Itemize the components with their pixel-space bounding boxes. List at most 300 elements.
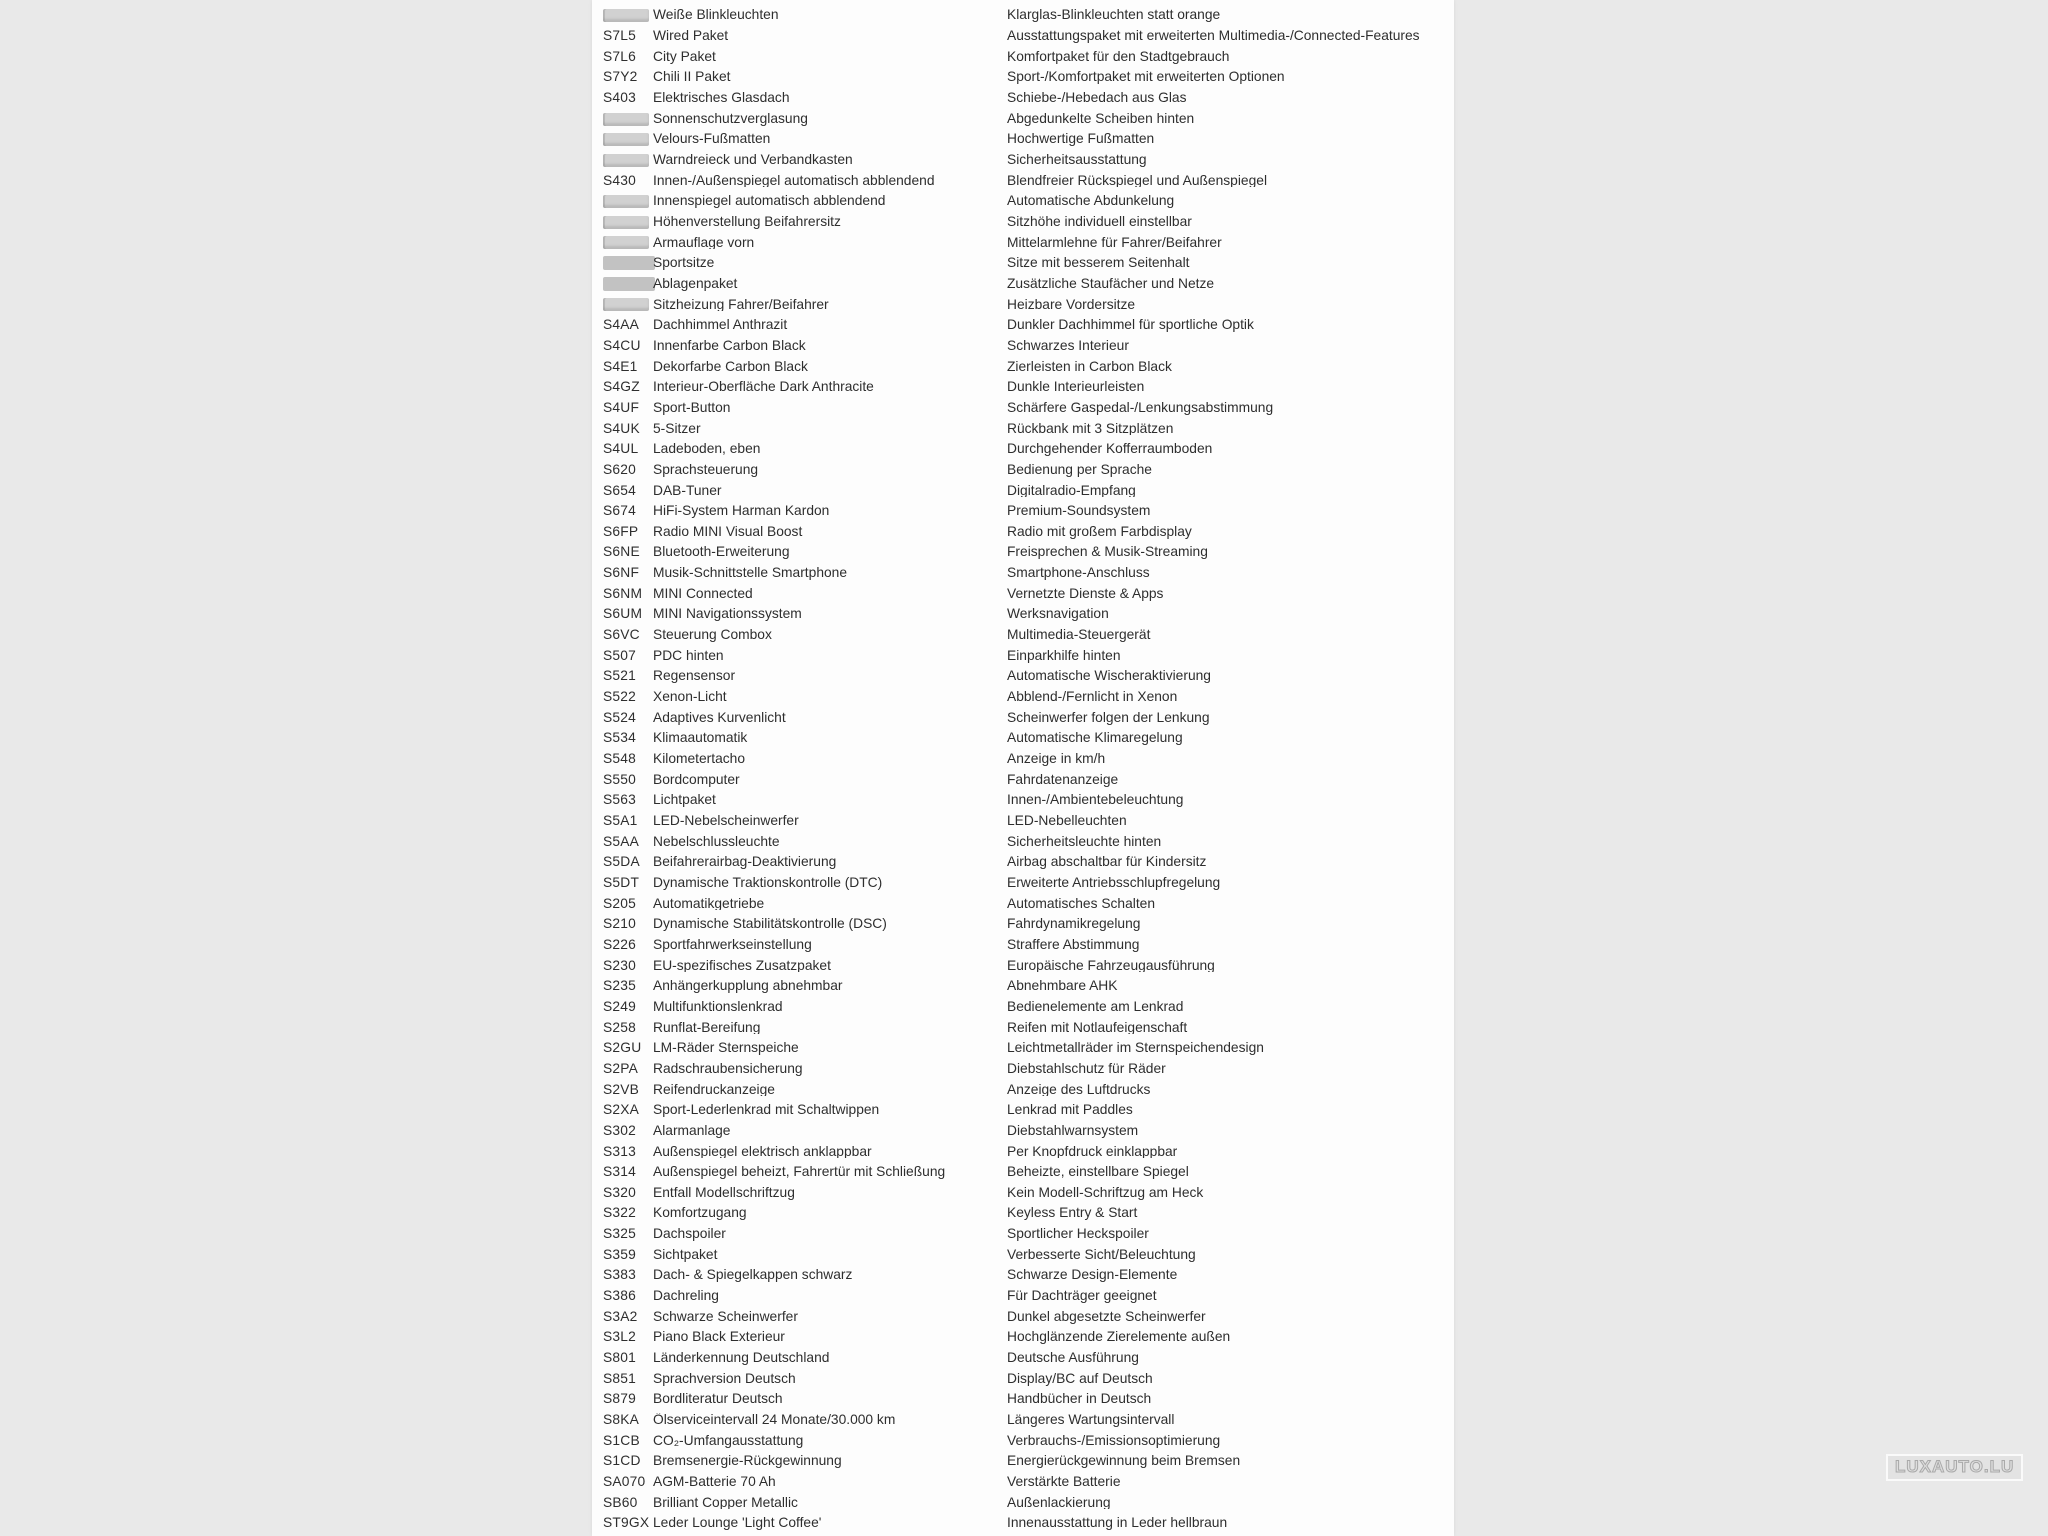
option-description: Airbag abschaltbar für Kindersitz [1007, 855, 1207, 870]
table-row [592, 666, 1454, 687]
option-name: Nebelschlussleuchte [653, 834, 780, 849]
table-row [592, 1472, 1454, 1493]
option-code: S6NM [603, 585, 643, 601]
table-row [592, 625, 1454, 646]
option-name: Außenspiegel beheizt, Fahrertür mit Schließung [653, 1165, 946, 1179]
option-code [603, 8, 653, 22]
option-name: Sprachsteuerung [653, 462, 759, 477]
option-code: S4AA [603, 317, 640, 333]
table-row [592, 26, 1454, 47]
table-row [592, 1265, 1454, 1286]
table-row [592, 1038, 1454, 1059]
option-description: Automatische Abdunkelung [1007, 194, 1175, 209]
option-description: Diebstahlwarnsystem [1007, 1123, 1139, 1138]
option-code: S210 [603, 916, 637, 932]
option-code: S383 [603, 1267, 637, 1283]
option-name: Sportsitze [653, 256, 715, 271]
option-description: Sportlicher Heckspoiler [1007, 1227, 1149, 1241]
option-name: Länderkennung Deutschland [653, 1351, 830, 1365]
option-code: S6NF [603, 565, 640, 581]
option-name: MINI Navigationssystem [653, 607, 802, 622]
option-name: Innen-/Außenspiegel automatisch abblendend [653, 173, 935, 188]
option-name: Sportfahrwerkseinstellung [653, 937, 812, 952]
table-row [592, 315, 1454, 336]
option-name: Elektrisches Glasdach [653, 91, 790, 105]
table-row [592, 1017, 1454, 1038]
options-table [592, 0, 1454, 1534]
option-code: S314 [603, 1164, 637, 1180]
option-name: Leder Lounge 'Light Coffee' [653, 1516, 822, 1531]
option-name: Lichtpaket [653, 793, 716, 808]
option-description: Sicherheitsleuchte hinten [1007, 834, 1162, 849]
table-row [592, 377, 1454, 398]
option-description: Deutsche Ausführung [1007, 1351, 1139, 1365]
option-code: S801 [603, 1350, 637, 1366]
option-description: Per Knopfdruck einklappbar [1007, 1144, 1178, 1159]
option-name: Bordcomputer [653, 772, 740, 787]
option-code: S550 [603, 771, 637, 787]
option-description: Zusätzliche Staufächer und Netze [1007, 276, 1215, 291]
option-code [603, 112, 653, 126]
table-row [592, 873, 1454, 894]
option-description: Hochglänzende Zierelemente außen [1007, 1330, 1231, 1345]
table-row [592, 170, 1454, 191]
option-name: PDC hinten [653, 648, 724, 663]
option-name: Armauflage vorn [653, 235, 755, 250]
option-name: Multifunktionslenkrad [653, 999, 783, 1014]
option-description: Straffere Abstimmung [1007, 937, 1140, 952]
table-row [592, 1058, 1454, 1079]
redacted-code-blob [603, 154, 649, 167]
table-row [592, 811, 1454, 832]
option-code: S5AA [603, 833, 640, 849]
option-code: S4UL [603, 441, 639, 457]
table-row [592, 749, 1454, 770]
option-name: HiFi-System Harman Kardon [653, 504, 830, 518]
option-description: Durchgehender Kofferraumboden [1007, 442, 1213, 456]
table-row [592, 604, 1454, 625]
option-description: Sitzhöhe individuell einstellbar [1007, 214, 1192, 229]
option-code: S5DT [603, 874, 640, 890]
option-name: Dachspoiler [653, 1227, 726, 1241]
option-name: Komfortzugang [653, 1206, 747, 1221]
option-code: S563 [603, 792, 637, 808]
option-code: S654 [603, 482, 637, 498]
table-row [592, 1100, 1454, 1121]
option-name: Innenspiegel automatisch abblendend [653, 194, 886, 209]
watermark-luxauto: LUXAUTO.LU [1886, 1454, 2023, 1481]
option-code: S620 [603, 461, 637, 477]
option-code: S386 [603, 1288, 637, 1304]
table-row [592, 1451, 1454, 1472]
option-description: Beheizte, einstellbare Spiegel [1007, 1165, 1189, 1179]
option-description: LED-Nebelleuchten [1007, 814, 1127, 828]
table-row [592, 976, 1454, 997]
option-name: LED-Nebelscheinwerfer [653, 814, 799, 828]
option-description: Bedienelemente am Lenkrad [1007, 999, 1184, 1014]
option-code: S322 [603, 1205, 637, 1221]
option-name: Sonnenschutzverglasung [653, 111, 808, 126]
option-name: Piano Black Exterieur [653, 1330, 785, 1345]
option-description: Energierückgewinnung beim Bremsen [1007, 1454, 1241, 1469]
option-name: Ladeboden, eben [653, 442, 761, 456]
option-code: S521 [603, 668, 637, 684]
option-code: S674 [603, 503, 637, 519]
option-code: SB60 [603, 1494, 638, 1510]
option-name: Dynamische Stabilitätskontrolle (DSC) [653, 917, 887, 932]
option-name: Bluetooth-Erweiterung [653, 545, 790, 560]
option-code: S302 [603, 1122, 637, 1138]
option-name: Dachhimmel Anthrazit [653, 318, 788, 333]
option-code: S3A2 [603, 1308, 638, 1324]
table-row [592, 1079, 1454, 1100]
option-code [603, 153, 653, 167]
redacted-code-blob [603, 9, 649, 22]
option-name: Dach- & Spiegelkappen schwarz [653, 1268, 853, 1283]
option-code: S3L2 [603, 1329, 637, 1345]
option-code: S4E1 [603, 358, 638, 374]
option-name: CO₂-Umfangausstattung [653, 1433, 804, 1448]
option-name: Sitzheizung Fahrer/Beifahrer [653, 297, 829, 312]
option-code: S879 [603, 1391, 637, 1407]
table-row [592, 893, 1454, 914]
table-row [592, 728, 1454, 749]
table-row [592, 1430, 1454, 1451]
option-description: Schwarzes Interieur [1007, 338, 1129, 353]
table-row [592, 88, 1454, 109]
option-description: Automatische Klimaregelung [1007, 731, 1183, 746]
option-code: S851 [603, 1370, 637, 1386]
table-row [592, 1224, 1454, 1245]
option-name: Sport-Lederlenkrad mit Schaltwippen [653, 1103, 880, 1117]
redacted-code-blob [603, 236, 649, 249]
option-name: Ölserviceintervall 24 Monate/30.000 km [653, 1413, 896, 1427]
option-code: S548 [603, 751, 637, 767]
option-description: Sport-/Komfortpaket mit erweiterten Optionen [1007, 70, 1285, 85]
option-name: Bremsenergie-Rückgewinnung [653, 1454, 842, 1469]
table-row [592, 1327, 1454, 1348]
table-row [592, 129, 1454, 150]
option-name: AGM-Batterie 70 Ah [653, 1475, 776, 1489]
table-row [592, 1492, 1454, 1513]
option-code [603, 277, 653, 291]
redacted-code-blob [603, 133, 649, 146]
option-name: EU-spezifisches Zusatzpaket [653, 958, 831, 973]
option-code: S8KA [603, 1412, 640, 1428]
option-code: S230 [603, 957, 637, 973]
option-code: S325 [603, 1226, 637, 1242]
option-name: Klimaautomatik [653, 731, 748, 746]
option-code: S1CD [603, 1453, 641, 1469]
option-code [603, 298, 653, 312]
table-row [592, 1203, 1454, 1224]
table-row [592, 914, 1454, 935]
option-name: Schwarze Scheinwerfer [653, 1309, 798, 1324]
option-name: Weiße Blinkleuchten [653, 8, 779, 23]
option-name: Velours-Fußmatten [653, 132, 771, 147]
option-code: S4CU [603, 337, 641, 353]
option-code: S430 [603, 172, 637, 188]
redacted-code-blob [603, 277, 655, 291]
option-description: Digitalradio-Empfang [1007, 483, 1136, 498]
option-name: 5-Sitzer [653, 421, 701, 436]
option-name: Radio MINI Visual Boost [653, 524, 803, 539]
option-code: S226 [603, 936, 637, 952]
option-description: Multimedia-Steuergerät [1007, 628, 1151, 642]
table-row [592, 997, 1454, 1018]
option-description: Handbücher in Deutsch [1007, 1392, 1152, 1407]
option-code: S7L5 [603, 28, 637, 44]
option-code [603, 132, 653, 146]
table-row [592, 108, 1454, 129]
option-description: Leichtmetallräder im Sternspeichendesign [1007, 1041, 1264, 1056]
option-name: Adaptives Kurvenlicht [653, 710, 786, 725]
option-code: S534 [603, 730, 637, 746]
option-code: S2PA [603, 1060, 639, 1076]
redacted-code-blob [603, 113, 649, 126]
option-description: Smartphone-Anschluss [1007, 566, 1150, 580]
option-code: S7L6 [603, 48, 637, 64]
table-row [592, 5, 1454, 26]
option-name: Musik-Schnittstelle Smartphone [653, 566, 848, 580]
table-row [592, 46, 1454, 67]
option-description: Längeres Wartungsintervall [1007, 1413, 1175, 1427]
option-code: ST9GX [603, 1515, 650, 1531]
option-description: Komfortpaket für den Stadtgebrauch [1007, 49, 1230, 64]
option-code: S4GZ [603, 379, 640, 395]
table-row [592, 501, 1454, 522]
table-row [592, 955, 1454, 976]
option-description: Rückbank mit 3 Sitzplätzen [1007, 421, 1174, 436]
option-name: Chili II Paket [653, 70, 731, 85]
option-description: Fahrdatenanzeige [1007, 772, 1119, 787]
table-row [592, 356, 1454, 377]
option-description: Innenausstattung in Leder hellbraun [1007, 1516, 1228, 1531]
option-description: Dunkler Dachhimmel für sportliche Optik [1007, 318, 1254, 333]
option-code: S205 [603, 895, 637, 911]
option-name: Automatikgetriebe [653, 896, 765, 911]
option-name: MINI Connected [653, 586, 753, 601]
option-code: S524 [603, 709, 637, 725]
table-row [592, 232, 1454, 253]
option-description: Zierleisten in Carbon Black [1007, 359, 1172, 374]
option-name: Innenfarbe Carbon Black [653, 338, 806, 353]
option-description: Sitze mit besserem Seitenhalt [1007, 256, 1190, 271]
option-code: S313 [603, 1143, 637, 1159]
option-name: Sprachversion Deutsch [653, 1371, 796, 1386]
table-row [592, 563, 1454, 584]
option-name: Brilliant Copper Metallic [653, 1495, 798, 1510]
option-name: City Paket [653, 49, 716, 64]
option-name: Xenon-Licht [653, 690, 727, 704]
option-code: S6NE [603, 544, 640, 560]
option-code: S320 [603, 1184, 637, 1200]
option-description: Vernetzte Dienste & Apps [1007, 586, 1164, 601]
option-code [603, 236, 653, 250]
option-description: Freisprechen & Musik-Streaming [1007, 545, 1208, 560]
option-name: Dachreling [653, 1289, 719, 1303]
redacted-code-blob [603, 298, 649, 311]
option-code: S1CB [603, 1432, 640, 1448]
option-description: Automatisches Schalten [1007, 896, 1156, 911]
option-description: Abnehmbare AHK [1007, 979, 1118, 994]
table-row [592, 542, 1454, 563]
option-description: Premium-Soundsystem [1007, 504, 1151, 518]
option-name: Entfall Modellschriftzug [653, 1185, 795, 1200]
option-description: Bedienung per Sprache [1007, 462, 1152, 477]
table-row [592, 1389, 1454, 1410]
option-description: Radio mit großem Farbdisplay [1007, 524, 1192, 539]
option-description: Anzeige des Luftdrucks [1007, 1082, 1151, 1097]
option-description: Für Dachträger geeignet [1007, 1289, 1157, 1303]
option-code: S6UM [603, 606, 643, 622]
option-description: Kein Modell-Schriftzug am Heck [1007, 1185, 1204, 1200]
redacted-code-blob [603, 256, 655, 270]
table-row [592, 1306, 1454, 1327]
option-name: Regensensor [653, 669, 736, 684]
option-description: Werksnavigation [1007, 607, 1109, 622]
option-name: Radschraubensicherung [653, 1061, 803, 1076]
option-description: Heizbare Vordersitze [1007, 297, 1136, 312]
table-row [592, 274, 1454, 295]
option-code: S6VC [603, 627, 640, 643]
option-code: S7Y2 [603, 69, 638, 85]
option-name: Höhenverstellung Beifahrersitz [653, 214, 841, 229]
option-description: Klarglas-Blinkleuchten statt orange [1007, 8, 1221, 23]
option-description: Erweiterte Antriebsschlupfregelung [1007, 875, 1221, 890]
option-description: Anzeige in km/h [1007, 752, 1106, 766]
option-description: Verbesserte Sicht/Beleuchtung [1007, 1247, 1196, 1262]
table-row [592, 480, 1454, 501]
option-name: Ablagenpaket [653, 276, 738, 291]
option-code: SA070 [603, 1474, 646, 1490]
table-row [592, 67, 1454, 88]
option-code: S5DA [603, 854, 640, 870]
option-name: DAB-Tuner [653, 483, 722, 498]
table-row [592, 459, 1454, 480]
table-row [592, 1244, 1454, 1265]
option-description: Mittelarmlehne für Fahrer/Beifahrer [1007, 235, 1222, 250]
option-name: LM-Räder Sternspeiche [653, 1041, 799, 1056]
option-description: Verstärkte Batterie [1007, 1475, 1121, 1489]
option-description: Verbrauchs-/Emissionsoptimierung [1007, 1433, 1221, 1448]
option-description: Abgedunkelte Scheiben hinten [1007, 111, 1195, 126]
option-description: Außenlackierung [1007, 1495, 1111, 1510]
option-name: Außenspiegel elektrisch anklappbar [653, 1144, 872, 1159]
option-code: S6FP [603, 523, 639, 539]
option-description: Schwarze Design-Elemente [1007, 1268, 1178, 1283]
redacted-code-blob [603, 195, 649, 208]
table-row [592, 439, 1454, 460]
option-name: Sichtpaket [653, 1247, 718, 1262]
option-name: Alarmanlage [653, 1123, 731, 1138]
option-code: S258 [603, 1019, 637, 1035]
option-description: Dunkle Interieurleisten [1007, 380, 1145, 395]
table-row [592, 253, 1454, 274]
option-description: Fahrdynamikregelung [1007, 917, 1141, 932]
table-row [592, 191, 1454, 212]
option-name: Steuerung Combox [653, 628, 772, 642]
option-code: S522 [603, 689, 637, 705]
table-row [592, 1410, 1454, 1431]
table-row [592, 1182, 1454, 1203]
option-description: Diebstahlschutz für Räder [1007, 1061, 1166, 1076]
option-name: Beifahrerairbag-Deaktivierung [653, 855, 837, 870]
option-code [603, 194, 653, 208]
table-row [592, 769, 1454, 790]
option-code: S235 [603, 978, 637, 994]
option-code [603, 256, 653, 270]
option-description: Automatische Wischeraktivierung [1007, 669, 1211, 684]
table-row [592, 1120, 1454, 1141]
option-name: Dynamische Traktionskontrolle (DTC) [653, 875, 883, 890]
option-name: Wired Paket [653, 29, 729, 43]
option-name: Runflat-Bereifung [653, 1020, 761, 1035]
option-code: S249 [603, 998, 637, 1014]
option-code: S2XA [603, 1102, 640, 1118]
option-description: Ausstattungspaket mit erweiterten Multimedia-/Connected-Features [1007, 29, 1420, 43]
table-row [592, 583, 1454, 604]
redacted-code-blob [603, 216, 649, 229]
table-row [592, 1368, 1454, 1389]
table-row [592, 336, 1454, 357]
option-description: Dunkel abgesetzte Scheinwerfer [1007, 1309, 1206, 1324]
option-description: Schärfere Gaspedal-/Lenkungsabstimmung [1007, 400, 1274, 415]
option-name: Dekorfarbe Carbon Black [653, 359, 808, 374]
table-row [592, 212, 1454, 233]
table-row [592, 1513, 1454, 1534]
option-description: Blendfreier Rückspiegel und Außenspiegel [1007, 173, 1268, 188]
option-description: Schiebe-/Hebedach aus Glas [1007, 91, 1187, 105]
table-row [592, 150, 1454, 171]
option-code: S4UK [603, 420, 640, 436]
table-row [592, 1348, 1454, 1369]
option-code [603, 215, 653, 229]
option-description: Sicherheitsausstattung [1007, 153, 1147, 167]
option-description: Einparkhilfe hinten [1007, 648, 1121, 663]
table-row [592, 521, 1454, 542]
option-name: Bordliteratur Deutsch [653, 1392, 783, 1407]
option-name: Kilometertacho [653, 752, 746, 766]
table-row [592, 790, 1454, 811]
option-description: Display/BC auf Deutsch [1007, 1371, 1153, 1386]
table-row [592, 294, 1454, 315]
content-panel [592, 0, 1454, 1536]
table-row [592, 831, 1454, 852]
table-row [592, 852, 1454, 873]
option-name: Anhängerkupplung abnehmbar [653, 979, 843, 994]
option-description: Keyless Entry & Start [1007, 1206, 1138, 1221]
option-code: S4UF [603, 399, 640, 415]
option-description: Abblend-/Fernlicht in Xenon [1007, 690, 1178, 704]
option-code: S5A1 [603, 813, 638, 829]
option-description: Innen-/Ambientebeleuchtung [1007, 793, 1184, 808]
option-description: Lenkrad mit Paddles [1007, 1103, 1133, 1117]
option-description: Hochwertige Fußmatten [1007, 132, 1155, 147]
option-description: Europäische Fahrzeugausführung [1007, 958, 1215, 973]
table-row [592, 418, 1454, 439]
option-code: S2VB [603, 1081, 640, 1097]
option-code: S359 [603, 1246, 637, 1262]
table-row [592, 1286, 1454, 1307]
option-code: S507 [603, 647, 637, 663]
option-description: Reifen mit Notlaufeigenschaft [1007, 1020, 1188, 1035]
table-row [592, 1162, 1454, 1183]
option-code: S403 [603, 90, 637, 106]
table-row [592, 645, 1454, 666]
option-name: Sport-Button [653, 400, 731, 415]
option-code: S2GU [603, 1040, 642, 1056]
